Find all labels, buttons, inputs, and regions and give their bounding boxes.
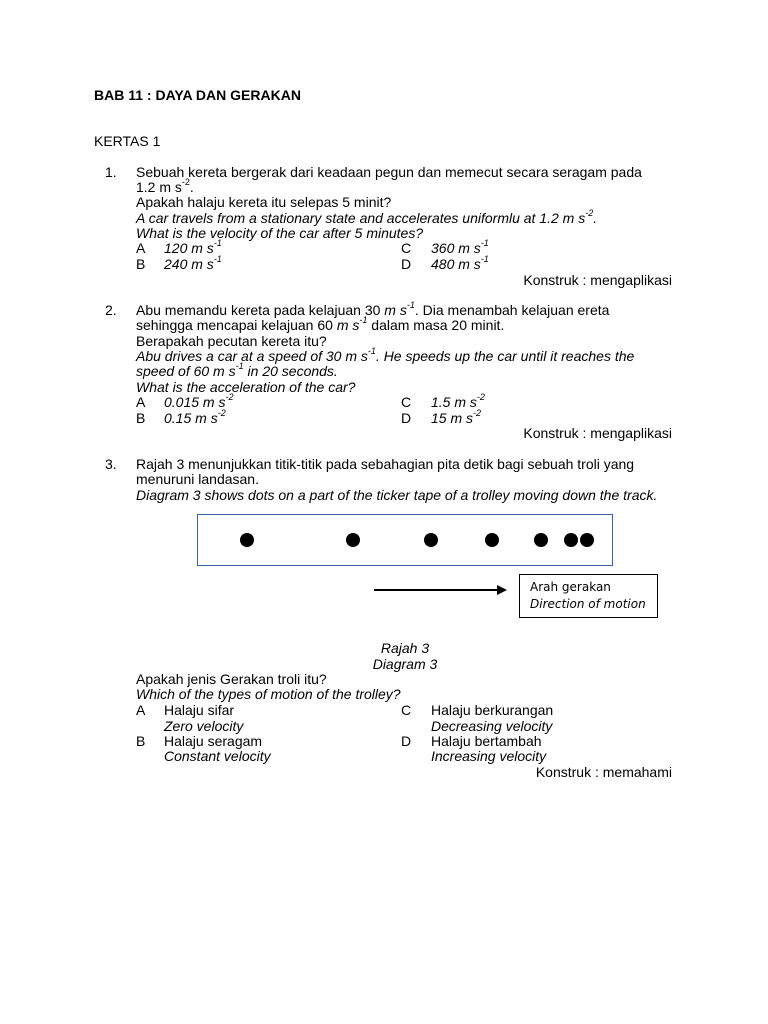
ticker-dot bbox=[240, 533, 254, 547]
question-prompt-en: What is the velocity of the car after 5 minutes? bbox=[136, 225, 424, 241]
option-c: 1.5 m $s^{-2}$ bbox=[431, 392, 485, 410]
paper-label: KERTAS 1 bbox=[94, 133, 161, 149]
option-letter: C bbox=[401, 394, 412, 410]
question-text-bm: Sebuah kereta bergerak dari keadaan pegun dan memecut secara seragam pada bbox=[136, 164, 642, 180]
question-text-en: Abu drives a car at a speed of 30 m $s^{-1}$. He speeds up the car until it reaches the bbox=[136, 346, 635, 364]
option-letter: B bbox=[136, 733, 146, 749]
option-d-bm: Halaju bertambah bbox=[431, 733, 542, 749]
option-b-bm: Halaju seragam bbox=[164, 733, 263, 749]
question-prompt-bm: Berapakah pecutan kereta itu? bbox=[136, 333, 327, 349]
question-number: 3. bbox=[105, 456, 117, 472]
question-text-bm: Abu memandu kereta pada kelajuan 30 m $s^{-1}$. Dia menambah kelajuan ereta bbox=[136, 300, 610, 318]
option-a-en: Zero velocity bbox=[164, 718, 244, 734]
option-d: 15 m $s^{-2}$ bbox=[431, 408, 482, 426]
question-text-bm: Rajah 3 menunjukkan titik-titik pada sebahagian pita detik bagi sebuah troli yang bbox=[136, 456, 635, 472]
ticker-dot bbox=[424, 533, 438, 547]
option-c-en: Decreasing velocity bbox=[431, 718, 553, 734]
question-text-en: A car travels from a stationary state and accelerates uniformlu at 1.2 m $s^{-2}$. bbox=[136, 208, 598, 226]
direction-label-en: Direction of motion bbox=[530, 597, 646, 611]
konstruk-label: Konstruk : memahami bbox=[535, 764, 672, 780]
question-text-bm: menuruni landasan. bbox=[136, 471, 259, 487]
direction-arrow bbox=[374, 589, 498, 591]
option-letter: A bbox=[136, 240, 146, 256]
option-a-bm: Halaju sifar bbox=[164, 702, 235, 718]
direction-label-bm: Arah gerakan bbox=[530, 580, 611, 594]
option-letter: C bbox=[401, 240, 412, 256]
direction-arrow-head bbox=[497, 585, 507, 595]
direction-label-box bbox=[519, 574, 658, 618]
question-text-bm: 1.2 m $s^{-2}$. bbox=[136, 177, 194, 195]
ticker-tape bbox=[197, 514, 613, 566]
question-number: 2. bbox=[105, 302, 117, 318]
question-prompt-bm: Apakah jenis Gerakan troli itu? bbox=[136, 671, 327, 687]
option-letter: D bbox=[401, 410, 412, 426]
ticker-dot bbox=[346, 533, 360, 547]
option-letter: D bbox=[401, 733, 412, 749]
option-b: 240 m $s^{-1}$ bbox=[164, 254, 222, 272]
question-number: 1. bbox=[105, 164, 117, 180]
question-text-en: Diagram 3 shows dots on a part of the ticker tape of a trolley moving down the track. bbox=[136, 487, 658, 503]
question-prompt-en: What is the acceleration of the car? bbox=[136, 379, 356, 395]
option-c-bm: Halaju berkurangan bbox=[431, 702, 554, 718]
option-a: 120 m $s^{-1}$ bbox=[164, 238, 222, 256]
option-a: 0.015 m $s^{-2}$ bbox=[164, 392, 234, 410]
option-letter: B bbox=[136, 410, 146, 426]
ticker-dot bbox=[580, 533, 594, 547]
question-text-bm: sehingga mencapai kelajuan 60 m $s^{-1}$ dalam masa 20 minit. bbox=[136, 315, 505, 333]
diagram-caption-en: Diagram 3 bbox=[372, 656, 438, 672]
diagram-caption-bm: Rajah 3 bbox=[380, 640, 430, 656]
option-letter: D bbox=[401, 256, 412, 272]
chapter-title: BAB 11 : DAYA DAN GERAKAN bbox=[94, 87, 301, 103]
option-b-en: Constant velocity bbox=[164, 748, 271, 764]
option-letter: B bbox=[136, 256, 146, 272]
option-c: 360 m $s^{-1}$ bbox=[431, 238, 489, 256]
option-letter: A bbox=[136, 702, 146, 718]
option-b: 0.15 m $s^{-2}$ bbox=[164, 408, 226, 426]
option-d-en: Increasing velocity bbox=[431, 748, 547, 764]
option-letter: C bbox=[401, 702, 412, 718]
question-prompt-bm: Apakah halaju kereta itu selepas 5 minit? bbox=[136, 194, 392, 210]
ticker-dot bbox=[485, 533, 499, 547]
question-prompt-en: Which of the types of motion of the trolley? bbox=[136, 686, 401, 702]
ticker-dot bbox=[564, 533, 578, 547]
option-letter: A bbox=[136, 394, 146, 410]
option-d: 480 m $s^{-1}$ bbox=[431, 254, 489, 272]
ticker-dot bbox=[534, 533, 548, 547]
konstruk-label: Konstruk : mengaplikasi bbox=[523, 272, 672, 288]
question-text-en: speed of 60 m $s^{-1}$ in 20 seconds. bbox=[136, 361, 338, 379]
konstruk-label: Konstruk : mengaplikasi bbox=[523, 425, 672, 441]
